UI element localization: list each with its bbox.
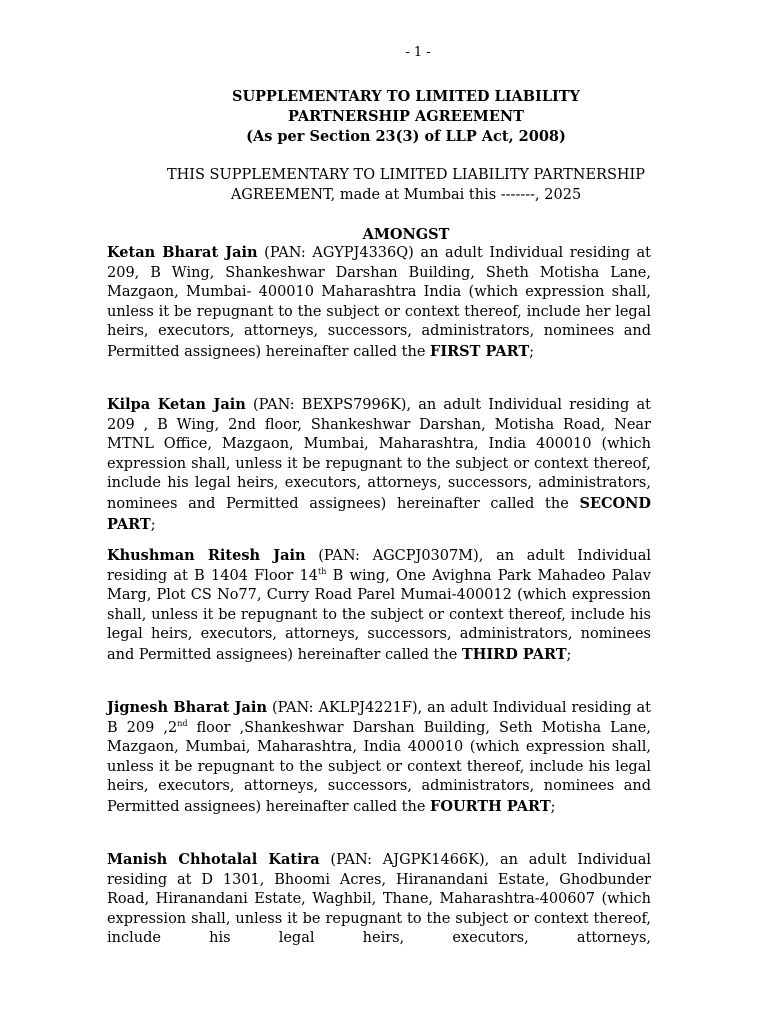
party-details-cont: floor ,Shankeshwar Darshan Building, Seth Motisha Lane, Mazgaon, Mumbai, Maharashtra, India 400010 (which expression shall, unless it be repugnant to the subject or context thereof, include his legal heirs, executors, attorneys, successors, administrators, nominees and Permitted assignees) hereinafter called the (107, 719, 651, 815)
intro-paragraph (120, 166, 692, 205)
party-end: ; (529, 343, 535, 360)
party-details: (PAN: AGCPJ0307M), an adult Individual residing at B 1404 Floor 14 (107, 548, 651, 584)
ordinal-superscript: th (318, 566, 327, 576)
party-second (107, 395, 651, 535)
party-fourth (107, 698, 651, 818)
document-title (140, 87, 672, 147)
amongst-heading: AMONGST (362, 226, 450, 243)
page-number: - 1 - (405, 45, 431, 60)
party-end: ; (550, 798, 556, 815)
party-fifth (107, 850, 651, 949)
party-name: Khushman Ritesh Jain (107, 547, 306, 564)
party-details-cont: B wing, One Avighna Park Mahadeo Palav Marg, Plot CS No77, Curry Road Parel Mumai-400012 (which expression shall, unless it be repugnant to the subject or context thereof, include his legal heirs, executors, attorneys, successors, administrators, nominees and Permitted assignees) hereinafter called the (107, 567, 651, 663)
party-details: (PAN: AJGPK1466K), an adult Individual residing at D 1301, Bhoomi Acres, Hiranandani Estate, Ghodbunder Road, Hiranandani Estate, Waghbil, Thane, Maharashtra-400607 (which expression shall, unless it be repugnant to the subject or context thereof, include his legal heirs, executors, attorneys, (107, 852, 651, 947)
party-role: SECOND PART (107, 494, 651, 533)
party-third (107, 546, 651, 666)
party-name: Kilpa Ketan Jain (107, 396, 246, 413)
party-details: (PAN: AKLPJ4221F), an adult Individual residing at B 209 ,2 (107, 700, 652, 736)
party-end: ; (566, 646, 572, 663)
title-line-3: (As per Section 23(3) of LLP Act, 2008) (246, 128, 566, 145)
party-name: Jignesh Bharat Jain (107, 699, 267, 716)
party-details: (PAN: BEXPS7996K), an adult Individual residing at 209 , B Wing, 2nd floor, Shankeshwar Darshan, Motisha Road, Near MTNL Office, Mazgaon, Mumbai, Maharashtra, India 400010 (which expression shall, unless it be repugnant to the subject or context thereof, include his legal heirs, executors, attorneys, successors, administrators, nominees and Permitted assignees) hereinafter called the (107, 397, 651, 512)
intro-line-2: AGREEMENT, made at Mumbai this -------, 2025 (230, 186, 582, 203)
party-end: ; (150, 516, 156, 533)
party-name: Ketan Bharat Jain (107, 244, 258, 261)
party-role: THIRD PART (461, 645, 567, 663)
party-role: FOURTH PART (430, 797, 551, 815)
ordinal-superscript: nd (177, 718, 188, 728)
party-details: (PAN: AGYPJ4336Q) an adult Individual residing at 209, B Wing, Shankeshwar Darshan Building, Sheth Motisha Lane, Mazgaon, Mumbai- 400010 Maharashtra India (which expression shall, unless it be repugnant to the subject or context thereof, include her legal heirs, executors, attorneys, successors, administrators, nominees and Permitted assignees) hereinafter called the (107, 245, 651, 360)
intro-line-1: THIS SUPPLEMENTARY TO LIMITED LIABILITY PARTNERSHIP (166, 167, 646, 183)
party-role: FIRST PART (430, 342, 530, 360)
title-line-2: PARTNERSHIP AGREEMENT (288, 108, 524, 125)
party-name: Manish Chhotalal Katira (107, 851, 320, 868)
title-line-1: SUPPLEMENTARY TO LIMITED LIABILITY (232, 88, 580, 105)
party-first (107, 243, 651, 363)
